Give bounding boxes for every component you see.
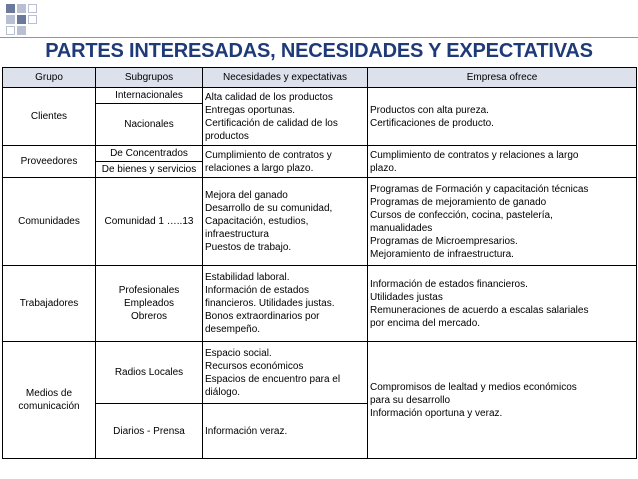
decor-square-outline — [6, 26, 15, 35]
stakeholder-table — [2, 67, 637, 459]
text-line: Cumplimiento de contratos y — [205, 149, 332, 161]
text-line: Entregas oportunas. — [205, 104, 296, 116]
table-row — [3, 146, 637, 162]
text-line: Recursos económicos — [205, 360, 304, 372]
text-line: Compromisos de lealtad y medios económicos — [370, 381, 577, 393]
decor-square-light — [17, 26, 26, 35]
necesidades-trabajadores — [203, 266, 368, 342]
text-line: Cumplimiento de contratos y relaciones a largo — [370, 149, 579, 161]
empresa-medios — [368, 342, 637, 459]
text-line: Programas de Formación y capacitación técnicas — [370, 183, 589, 195]
header-row — [3, 68, 637, 88]
empresa-comunidades — [368, 178, 637, 266]
text-line: Remuneraciones de acuerdo a escalas salariales — [370, 304, 589, 316]
empresa-clientes — [368, 88, 637, 146]
text-line: Desarrollo de su comunidad, — [205, 203, 333, 214]
text-line: relaciones a largo plazo. — [205, 162, 314, 174]
grupo-trabajadores: Trabajadores — [3, 266, 96, 342]
grupo-medios — [3, 342, 96, 459]
empresa-proveedores — [368, 146, 637, 178]
subgrupo-comunidad: Comunidad 1 …..13 — [96, 178, 203, 266]
text-line: Espacios de encuentro para el — [205, 373, 341, 385]
empresa-trabajadores — [368, 266, 637, 342]
header-grupo: Grupo — [3, 68, 96, 88]
subgrupo-nacionales: Nacionales — [96, 104, 203, 146]
header-empresa: Empresa ofrece — [368, 68, 637, 88]
necesidades-proveedores — [203, 146, 368, 178]
text-line: por encima del mercado. — [370, 317, 481, 329]
header-subgrupos: Subgrupos — [96, 68, 203, 88]
decor-square-outline — [28, 4, 37, 13]
header-necesidades: Necesidades y expectativas — [203, 68, 368, 88]
grupo-proveedores: Proveedores — [3, 146, 96, 178]
subgrupo-bienes-servicios: De bienes y servicios — [96, 162, 203, 178]
text-line: productos — [205, 130, 249, 142]
text-line: Empleados — [123, 298, 175, 309]
text-line: desempeño. — [205, 324, 261, 335]
necesidades-radios — [203, 342, 368, 404]
grupo-comunidades: Comunidades — [3, 178, 96, 266]
text-line: Certificación de calidad de los — [205, 117, 338, 129]
decor-square-dark — [6, 4, 15, 13]
text-line: para su desarrollo — [370, 394, 451, 406]
text-line: Puestos de trabajo. — [205, 242, 292, 253]
slide-title: PARTES INTERESADAS, NECESIDADES Y EXPECTATIVAS — [45, 40, 593, 62]
text-line: Capacitación, estudios, — [205, 216, 309, 227]
text-line: Programas de mejoramiento de ganado — [370, 196, 547, 208]
text-line: plazo. — [370, 162, 397, 174]
table-row — [3, 342, 637, 404]
text-line: manualidades — [370, 222, 433, 234]
subgrupo-diarios: Diarios - Prensa — [96, 404, 203, 459]
table-row — [3, 88, 637, 104]
text-line: Estabilidad laboral. — [205, 272, 290, 283]
text-line: Utilidades justas — [370, 291, 443, 303]
text-line: Información de estados financieros. — [370, 278, 528, 290]
text-line: Programas de Microempresarios. — [370, 235, 518, 247]
grupo-clientes: Clientes — [3, 88, 96, 146]
text-line: Mejora del ganado — [205, 190, 288, 201]
decor-square-light — [6, 15, 15, 24]
decor-square-light — [17, 4, 26, 13]
text-line: financieros. Utilidades justas. — [205, 298, 335, 309]
necesidades-clientes — [203, 88, 368, 146]
text-line: Medios de — [25, 388, 73, 399]
text-line: Información oportuna y veraz. — [370, 407, 503, 419]
text-line: infraestructura — [205, 229, 269, 240]
necesidades-diarios: Información veraz. — [203, 404, 368, 459]
text-line: Profesionales — [118, 285, 180, 296]
text-line: Obreros — [130, 311, 168, 322]
text-line: diálogo. — [205, 386, 241, 398]
subgrupo-trabajadores — [96, 266, 203, 342]
table-row — [3, 178, 637, 266]
text-line: comunicación — [18, 401, 80, 412]
subgrupo-concentrados: De Concentrados — [96, 146, 203, 162]
text-line: Información de estados — [205, 285, 309, 296]
decor-square-outline — [28, 15, 37, 24]
text-line: Espacio social. — [205, 347, 272, 359]
text-line: Mejoramiento de infraestructura. — [370, 248, 514, 260]
text-line: Alta calidad de los productos — [205, 91, 333, 103]
subgrupo-internacionales: Internacionales — [96, 88, 203, 104]
text-line: Productos con alta pureza. — [370, 104, 489, 116]
text-line: Certificaciones de producto. — [370, 117, 494, 129]
decor-square-dark — [17, 15, 26, 24]
text-line: Bonos extraordinarios por — [205, 311, 320, 322]
table-row — [3, 266, 637, 342]
necesidades-comunidades — [203, 178, 368, 266]
text-line: Cursos de confección, cocina, pastelería, — [370, 209, 553, 221]
subgrupo-radios: Radios Locales — [96, 342, 203, 404]
